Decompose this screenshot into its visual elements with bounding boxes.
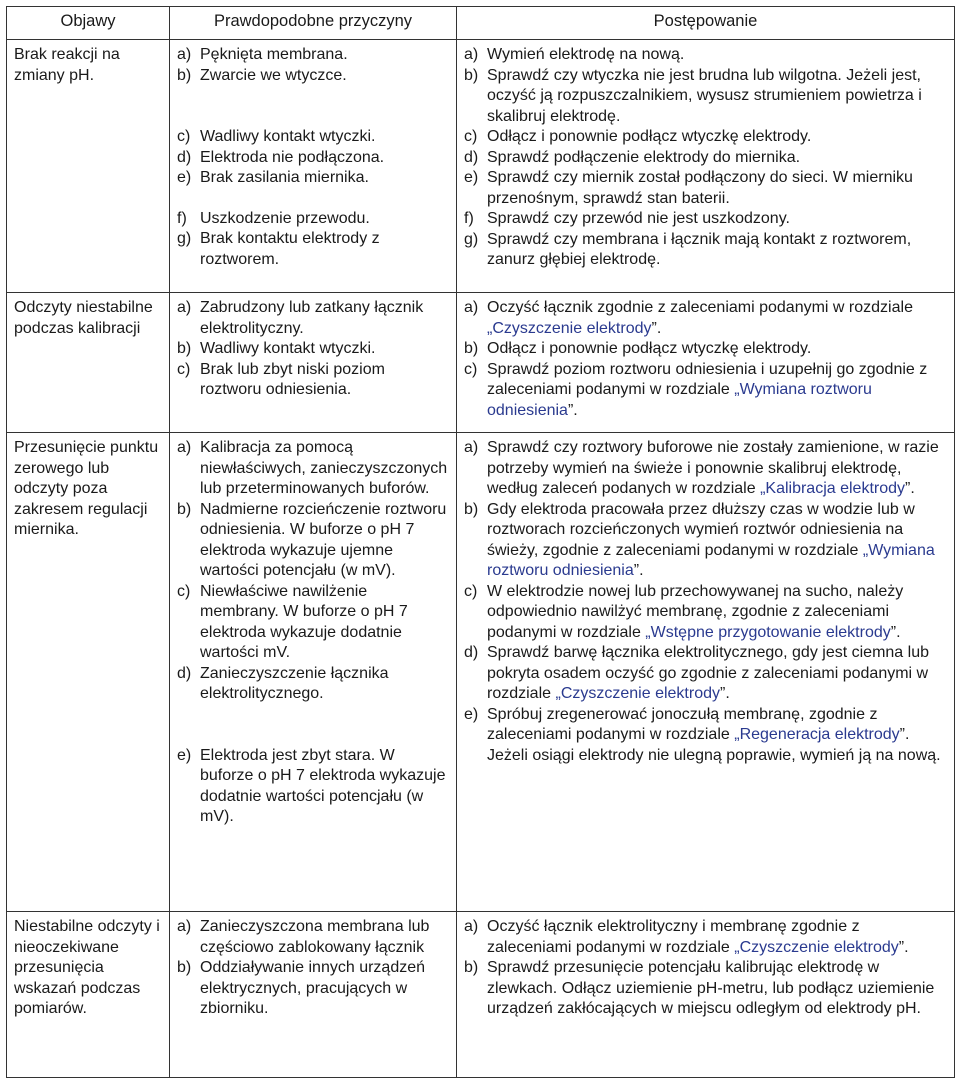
table-row bbox=[7, 433, 955, 912]
section-link[interactable]: „Czyszczenie elektrody bbox=[487, 319, 652, 337]
symptom-cell: Odczyty niestabilne podczas kalibracji bbox=[7, 293, 170, 433]
symptom-cell: Niestabilne odczyty i nieoczekiwane przesunięcia wskazań podczas pomiarów. bbox=[7, 912, 170, 1078]
causes-cell bbox=[170, 912, 457, 1078]
cause-item: c) Niewłaściwe nawilżenie membrany. W buforze o pH 7 elektroda wykazuje dodatnie wartości mV. bbox=[177, 582, 408, 661]
action-item: c) W elektrodzie nowej lub przechowywanej na sucho, należy odpowiednio nawilżyć membranę, zgodnie z zaleceniami podanymi w rozdziale „Wstępne przygotowanie elektrody”. bbox=[464, 582, 904, 641]
action-item: b) Odłącz i ponownie podłącz wtyczkę elektrody. bbox=[464, 340, 812, 357]
causes-cell bbox=[170, 40, 457, 293]
table-header-row bbox=[7, 7, 955, 40]
action-item: b) Sprawdź przesunięcie potencjału kalibrując elektrodę w zlewkach. Odłącz uziemienie pH-metru, lub podłącz uziemienie urządzeń zakłócających w miejscu odległym od elektrody pH. bbox=[464, 959, 935, 1017]
cause-item: f) Uszkodzenie przewodu. bbox=[177, 209, 370, 227]
cause-item: e) Elektroda jest zbyt stara. W buforze o pH 7 elektroda wykazuje dodatnie wartości potencjału (w mV). bbox=[177, 746, 446, 825]
actions-cell bbox=[457, 293, 955, 433]
actions-cell bbox=[457, 40, 955, 293]
cause-item: b) Oddziaływanie innych urządzeń elektrycznych, pracujących w zbiorniku. bbox=[177, 959, 426, 1017]
header-symptoms: Objawy bbox=[7, 7, 170, 40]
causes-cell bbox=[170, 293, 457, 433]
cause-item: a) Kalibracja za pomocą niewłaściwych, zanieczyszczonych lub przeterminowanych buforów. bbox=[177, 439, 448, 497]
cause-item: a) Zabrudzony lub zatkany łącznik elektrolityczny. bbox=[177, 299, 424, 337]
action-item: a) Oczyść łącznik zgodnie z zaleceniami podanymi w rozdziale „Czyszczenie elektrody”. bbox=[464, 299, 913, 337]
action-item: c) Odłącz i ponownie podłącz wtyczkę elektrody. bbox=[464, 128, 812, 145]
action-item: c) Sprawdź poziom roztworu odniesienia i uzupełnij go zgodnie z zaleceniami podanymi w rozdziale „Wymiana roztworu odniesienia”. bbox=[464, 360, 928, 419]
symptom-cell: Przesunięcie punktu zerowego lub odczyty poza zakresem regulacji miernika. bbox=[7, 433, 170, 912]
cause-item: c) Wadliwy kontakt wtyczki. bbox=[177, 128, 376, 145]
cause-item: a) Zanieczyszczona membrana lub częściowo zablokowany łącznik bbox=[177, 918, 430, 956]
cause-item: a) Pęknięta membrana. bbox=[177, 46, 348, 63]
action-item: b) Sprawdź czy wtyczka nie jest brudna lub wilgotna. Jeżeli jest, oczyść ją rozpuszczalnikiem, wysusz strumieniem powietrza i skalibruj elektrodę. bbox=[464, 66, 922, 125]
troubleshooting-table bbox=[6, 6, 955, 1078]
symptom-cell: Brak reakcji na zmiany pH. bbox=[7, 40, 170, 293]
action-item: a) Wymień elektrodę na nową. bbox=[464, 46, 685, 63]
cause-item: b) Wadliwy kontakt wtyczki. bbox=[177, 340, 376, 357]
cause-item: c) Brak lub zbyt niski poziom roztworu odniesienia. bbox=[177, 360, 385, 398]
section-link[interactable]: „Kalibracja elektrody bbox=[760, 480, 906, 497]
actions-cell bbox=[457, 912, 955, 1078]
cause-item: b) Zwarcie we wtyczce. bbox=[177, 66, 347, 84]
section-link[interactable]: „Wymiana roztworu odniesienia bbox=[487, 541, 935, 579]
table-row bbox=[7, 912, 955, 1078]
cause-item: d) Elektroda nie podłączona. bbox=[177, 148, 385, 166]
action-item: g) Sprawdź czy membrana i łącznik mają kontakt z roztworem, zanurz głębiej elektrodę. bbox=[464, 230, 912, 268]
section-link[interactable]: „Wstępne przygotowanie elektrody bbox=[645, 623, 891, 641]
actions-cell bbox=[457, 433, 955, 912]
action-item: b) Gdy elektroda pracowała przez dłuższy czas w wodzie lub w roztworach rozcieńczonych wymień roztwór odniesienia na świeży, zgodnie z zaleceniami podanymi w rozdziale „Wymiana roztworu odniesienia”. bbox=[464, 500, 935, 579]
action-item: d) Sprawdź podłączenie elektrody do miernika. bbox=[464, 148, 801, 166]
cause-item: g) Brak kontaktu elektrody z roztworem. bbox=[177, 230, 380, 268]
cause-item: b) Nadmierne rozcieńczenie roztworu odniesienia. W buforze o pH 7 elektroda wykazuje ujemne wartości potencjału (w mV). bbox=[177, 500, 447, 579]
action-item: f) Sprawdź czy przewód nie jest uszkodzony. bbox=[464, 210, 790, 227]
header-actions: Postępowanie bbox=[457, 7, 955, 40]
cause-item: d) Zanieczyszczenie łącznika elektrolitycznego. bbox=[177, 664, 389, 702]
section-link[interactable]: „Czyszczenie elektrody bbox=[555, 685, 720, 702]
causes-cell bbox=[170, 433, 457, 912]
action-item: e) Spróbuj zregenerować jonoczułą membranę, zgodnie z zaleceniami podanymi w rozdziale „Regeneracja elektrody”. Jeżeli osiągi elektrody nie ulegną poprawie, wymień ją na nową. bbox=[464, 705, 941, 764]
action-item: d) Sprawdź barwę łącznika elektrolitycznego, gdy jest ciemna lub pokryta osadem oczyść go zgodnie z zaleceniami podanymi w rozdziale „Czyszczenie elektrody”. bbox=[464, 644, 929, 702]
header-causes: Prawdopodobne przyczyny bbox=[170, 7, 457, 40]
action-item: a) Oczyść łącznik elektrolityczny i membranę zgodnie z zaleceniami podanymi w rozdziale „Czyszczenie elektrody”. bbox=[464, 918, 909, 956]
cause-item: e) Brak zasilania miernika. bbox=[177, 169, 369, 186]
section-link[interactable]: „Czyszczenie elektrody bbox=[734, 938, 899, 956]
action-item: e) Sprawdź czy miernik został podłączony do sieci. W mierniku przenośnym, sprawdź stan baterii. bbox=[464, 169, 913, 207]
section-link[interactable]: „Regeneracja elektrody bbox=[734, 726, 900, 743]
action-item: a) Sprawdź czy roztwory buforowe nie zostały zamienione, w razie potrzeby wymień na świeże i ponownie skalibruj elektrodę, według zaleceń podanych w rozdziale „Kalibracja elektrody”. bbox=[464, 439, 939, 497]
table-row bbox=[7, 40, 955, 293]
section-link[interactable]: „Wymiana roztworu odniesienia bbox=[487, 381, 872, 419]
table-row bbox=[7, 293, 955, 433]
